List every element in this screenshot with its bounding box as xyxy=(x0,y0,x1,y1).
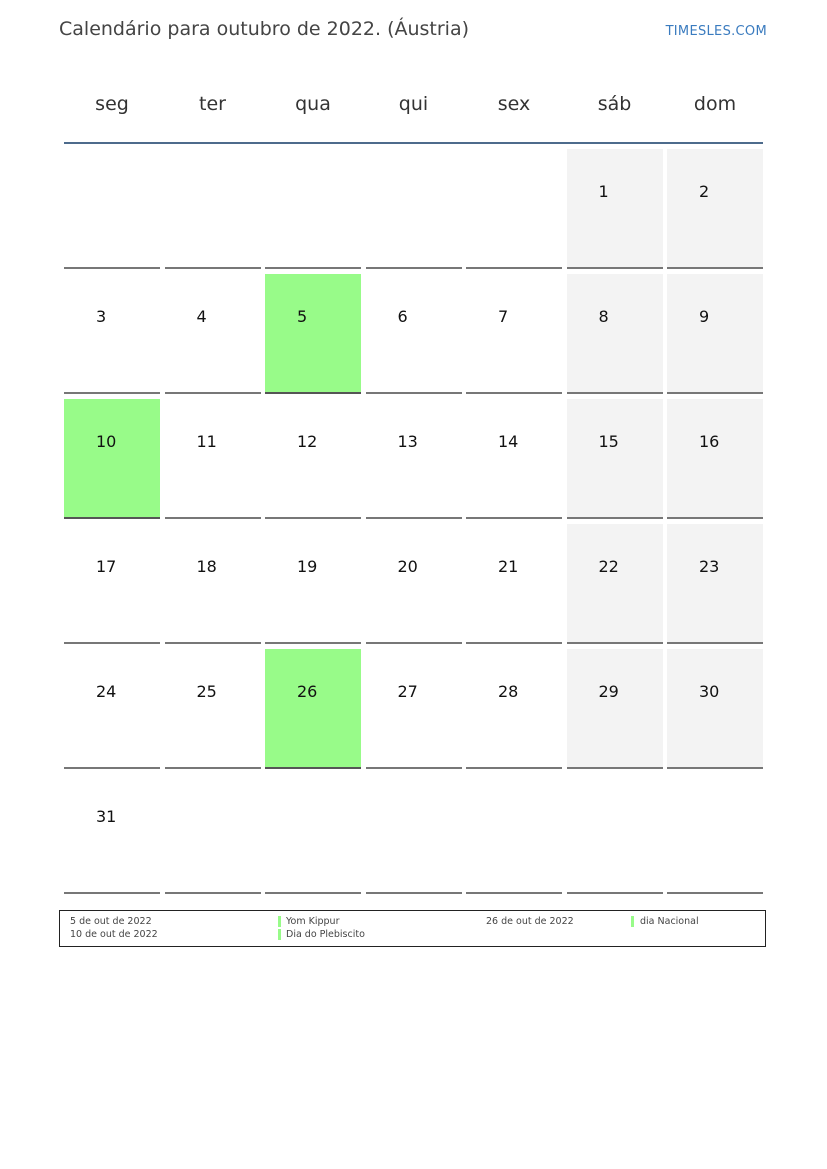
empty-day-cell xyxy=(667,774,763,894)
day-number: 23 xyxy=(699,557,720,576)
weekday-mon: seg xyxy=(95,93,129,115)
day-number: 15 xyxy=(598,432,619,451)
day-cell xyxy=(567,274,663,394)
legend-color-marker xyxy=(278,929,281,940)
weekday-thu: qui xyxy=(398,93,429,115)
day-number: 21 xyxy=(498,557,519,576)
day-number: 12 xyxy=(297,432,318,451)
day-cell xyxy=(366,524,462,644)
day-number: 31 xyxy=(96,807,117,826)
day-cell xyxy=(366,649,462,769)
day-number: 3 xyxy=(96,307,107,326)
day-cell xyxy=(567,524,663,644)
day-number: 14 xyxy=(498,432,519,451)
day-cell xyxy=(567,649,663,769)
day-cell xyxy=(466,399,562,519)
day-number: 25 xyxy=(196,682,217,701)
day-cell xyxy=(567,399,663,519)
day-cell xyxy=(64,524,160,644)
header-divider xyxy=(64,142,763,144)
day-number: 5 xyxy=(297,307,308,326)
day-number: 16 xyxy=(699,432,720,451)
empty-day-cell xyxy=(366,774,462,894)
day-cell xyxy=(64,274,160,394)
day-number: 10 xyxy=(96,432,117,451)
day-number: 1 xyxy=(598,182,609,201)
day-number: 8 xyxy=(598,307,609,326)
empty-day-cell xyxy=(165,774,261,894)
day-cell xyxy=(165,274,261,394)
day-cell xyxy=(366,399,462,519)
legend-date: 5 de out de 2022 xyxy=(70,916,152,927)
day-number: 7 xyxy=(498,307,509,326)
weekday-wed: qua xyxy=(295,93,331,115)
day-number: 27 xyxy=(397,682,418,701)
day-cell xyxy=(165,649,261,769)
empty-day-cell xyxy=(466,149,562,269)
empty-day-cell xyxy=(466,774,562,894)
empty-day-cell xyxy=(366,149,462,269)
empty-day-cell xyxy=(265,774,361,894)
weekday-sat: sáb xyxy=(597,93,632,115)
day-number: 9 xyxy=(699,307,710,326)
day-cell xyxy=(64,649,160,769)
page-title: Calendário para outubro de 2022. (Áustria) xyxy=(59,18,470,40)
day-cell xyxy=(64,774,160,894)
day-cell xyxy=(667,149,763,269)
legend-holiday-name: Yom Kippur xyxy=(286,916,340,927)
day-number: 17 xyxy=(96,557,117,576)
day-cell xyxy=(366,274,462,394)
day-number: 13 xyxy=(397,432,418,451)
day-cell xyxy=(265,399,361,519)
holiday-legend xyxy=(59,910,766,947)
legend-holiday-name: Dia do Plebiscito xyxy=(286,929,365,940)
day-cell xyxy=(466,649,562,769)
day-number: 2 xyxy=(699,182,710,201)
day-number: 29 xyxy=(598,682,619,701)
day-cell xyxy=(667,399,763,519)
day-cell xyxy=(667,524,763,644)
day-number: 26 xyxy=(297,682,318,701)
day-number: 22 xyxy=(598,557,619,576)
day-cell xyxy=(64,399,160,519)
day-number: 20 xyxy=(397,557,418,576)
weekday-header-row xyxy=(64,80,763,140)
calendar-grid xyxy=(64,149,763,894)
weekday-tue: ter xyxy=(199,93,226,115)
empty-day-cell xyxy=(165,149,261,269)
day-number: 4 xyxy=(196,307,207,326)
empty-day-cell xyxy=(265,149,361,269)
day-number: 19 xyxy=(297,557,318,576)
weekday-sun: dom xyxy=(693,93,737,115)
empty-day-cell xyxy=(567,774,663,894)
brand-link[interactable]: TIMESLES.COM xyxy=(665,24,767,39)
day-cell xyxy=(466,524,562,644)
day-number: 6 xyxy=(397,307,408,326)
weekday-fri: sex xyxy=(497,93,531,115)
day-cell xyxy=(667,274,763,394)
day-cell xyxy=(667,649,763,769)
day-cell xyxy=(567,149,663,269)
day-cell xyxy=(165,399,261,519)
day-cell xyxy=(265,274,361,394)
legend-color-marker xyxy=(278,916,281,927)
day-number: 24 xyxy=(96,682,117,701)
day-number: 18 xyxy=(196,557,217,576)
day-number: 30 xyxy=(699,682,720,701)
day-number: 28 xyxy=(498,682,519,701)
legend-date: 10 de out de 2022 xyxy=(70,929,158,940)
day-number: 11 xyxy=(196,432,217,451)
legend-date: 26 de out de 2022 xyxy=(486,916,574,927)
day-cell xyxy=(265,649,361,769)
day-cell xyxy=(466,274,562,394)
legend-holiday-name: dia Nacional xyxy=(640,916,699,927)
day-cell xyxy=(165,524,261,644)
legend-color-marker xyxy=(631,916,634,927)
empty-day-cell xyxy=(64,149,160,269)
day-cell xyxy=(265,524,361,644)
